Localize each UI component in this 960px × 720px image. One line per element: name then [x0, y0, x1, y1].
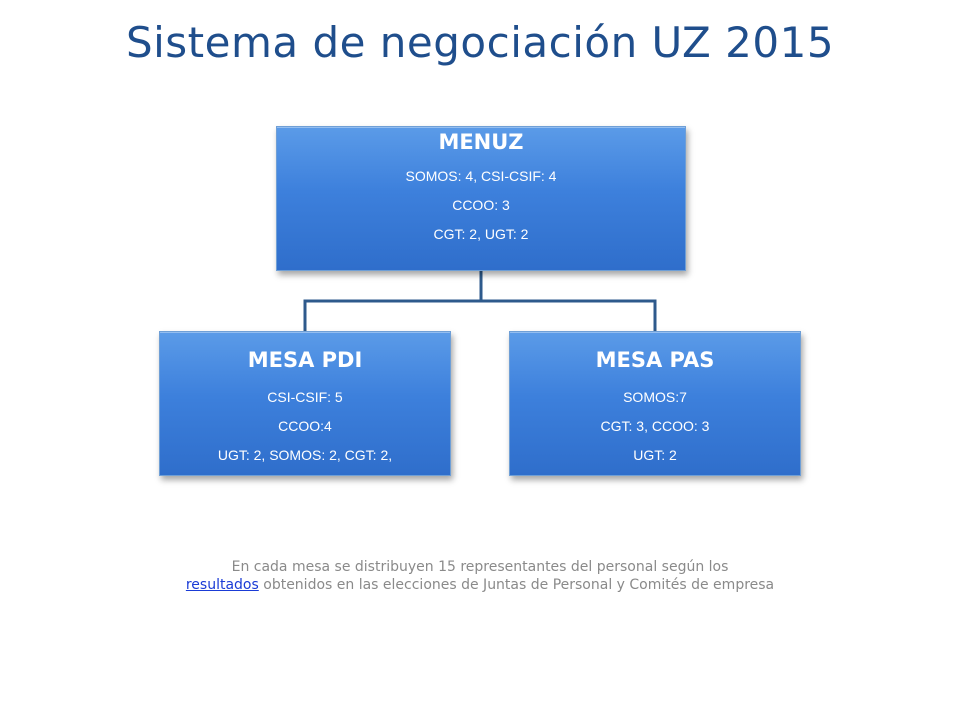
mesa-pas-node	[509, 331, 801, 476]
menuz-line-1: SOMOS: 4, CSI-CSIF: 4	[405, 168, 557, 184]
mesa-pdi-line-3: UGT: 2, SOMOS: 2, CGT: 2,	[217, 447, 393, 463]
mesa-pas-title: MESA PAS	[595, 348, 715, 372]
menuz-node	[276, 126, 686, 271]
footnote-text-before: En cada mesa se distribuyen 15 representantes del personal según los	[231, 559, 729, 575]
mesa-pdi-title: MESA PDI	[247, 348, 363, 372]
mesa-pas-line-2: CGT: 3, CCOO: 3	[600, 418, 710, 434]
mesa-pdi-line-1: CSI-CSIF: 5	[267, 389, 343, 405]
mesa-pas-line-1: SOMOS:7	[623, 389, 687, 405]
menuz-line-3: CGT: 2, UGT: 2	[433, 226, 529, 242]
slide-title: Sistema de negociación UZ 2015	[125, 18, 835, 67]
connector-top-to-left	[305, 271, 481, 331]
connector-top-to-right	[481, 301, 655, 331]
footnote	[160, 558, 800, 594]
footnote-text-after: obtenidos en las elecciones de Juntas de Personal y Comités de empresa	[263, 577, 775, 593]
mesa-pas-line-3: UGT: 2	[633, 447, 677, 463]
resultados-link[interactable]: resultados	[185, 577, 259, 593]
menuz-line-2: CCOO: 3	[452, 197, 510, 213]
mesa-pdi-node	[159, 331, 451, 476]
mesa-pdi-line-2: CCOO:4	[278, 418, 332, 434]
menuz-title: MENUZ	[438, 130, 524, 154]
